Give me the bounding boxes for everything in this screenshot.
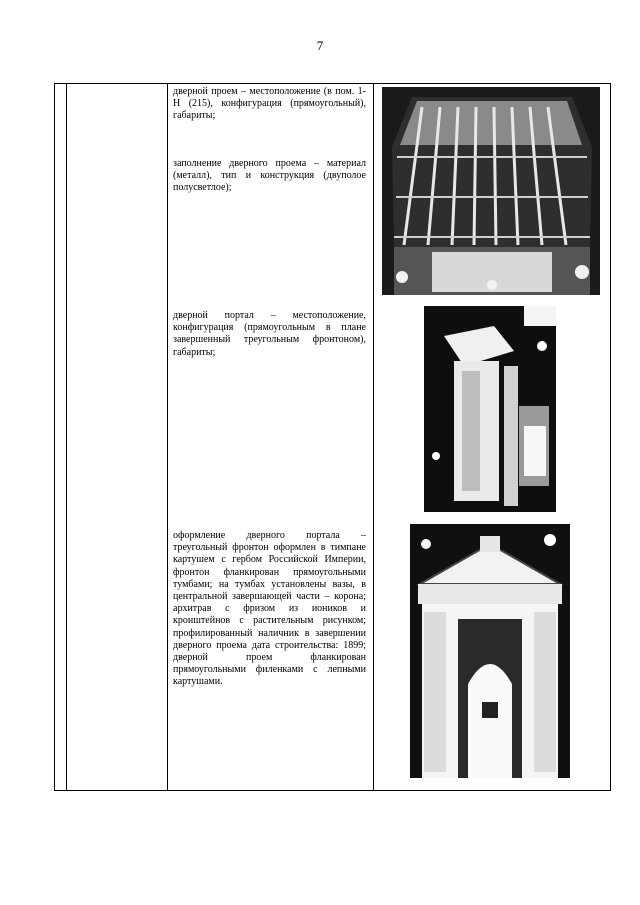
entry-door-opening: дверной проем – местоположение (в пом. 1-Н (215), конфигурация (прямоугольный), габариты; <box>173 86 366 122</box>
document-table <box>54 83 611 791</box>
entry-portal-decoration: оформление дверного портала – треугольный фронтон оформлен в тимпане картушем с гербом Российской Империи, фронтон фланкирован прямоугольными тумбами; на тумбах установлены вазы, в центральной завершающей части – корона; архитрав с фризом из иоников и кронштейнов с растительным рисунком; профилированный наличник в завершении дверного проема дата строительства: 1899; дверной проем фланкирован прямоугольными филенками с лепными картушами. <box>173 530 366 688</box>
portal-side-photo <box>424 306 556 512</box>
portal-front-photo-image <box>410 524 570 778</box>
door-photo-image <box>382 87 600 295</box>
photo-column <box>374 84 611 791</box>
entry-door-portal: дверной портал – местоположение, конфигурация (прямоугольным в плане завершенный треугольным фронтоном), габариты; <box>173 310 366 358</box>
page-number: 7 <box>316 38 324 53</box>
door-photo <box>382 87 600 295</box>
portal-front-photo <box>410 524 570 778</box>
index-column <box>55 84 67 791</box>
description-column <box>168 84 374 791</box>
entry-door-filling: заполнение дверного проема – материал (металл), тип и конструкция (двуполое полусветлое); <box>173 158 366 194</box>
blank-column <box>67 84 168 791</box>
portal-side-photo-image <box>424 306 556 512</box>
